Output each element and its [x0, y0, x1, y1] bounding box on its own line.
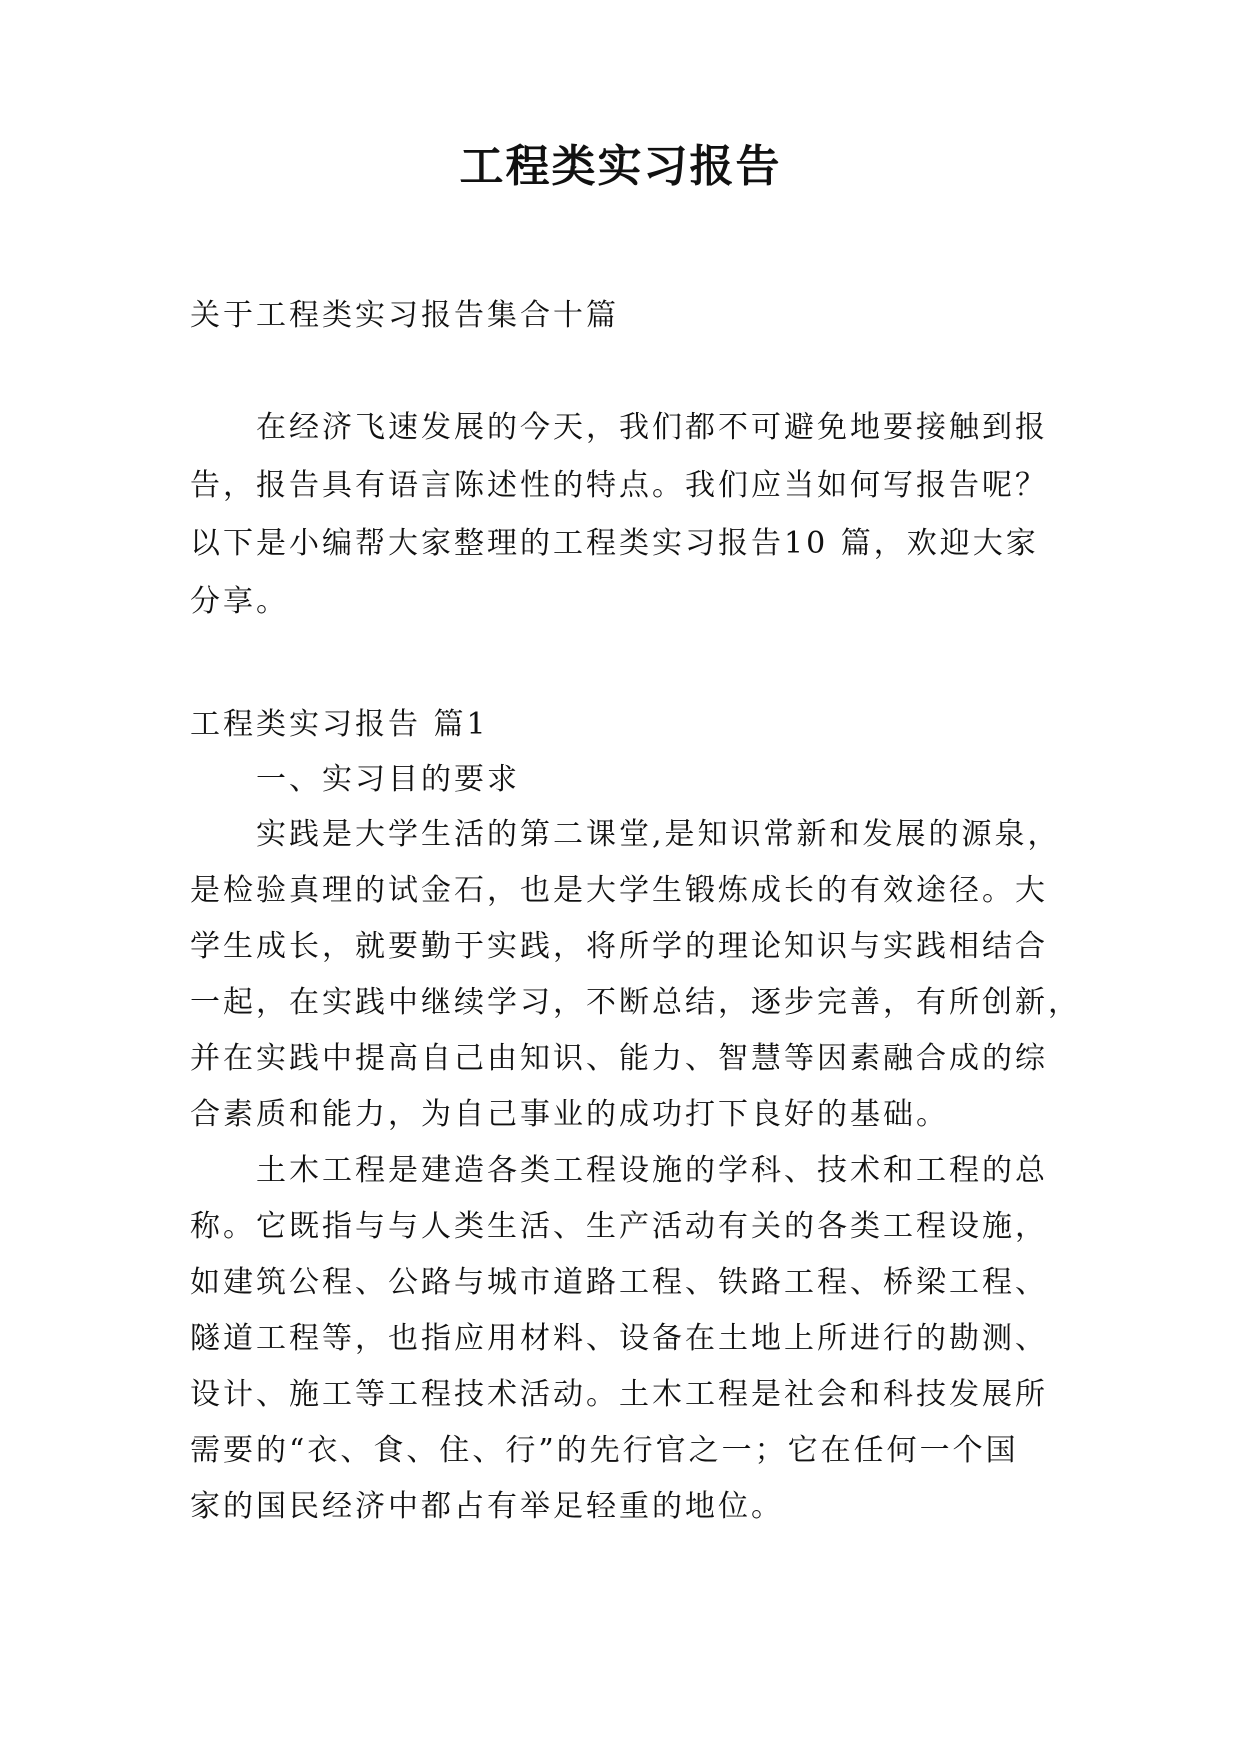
paragraph-line: 实践是大学生活的第二课堂,是知识常新和发展的源泉， — [256, 817, 1061, 852]
document-subtitle: 关于工程类实习报告集合十篇 — [190, 298, 619, 333]
paragraph-line: 如建筑公程、公路与城市道路工程、铁路工程、桥梁工程、 — [190, 1265, 1048, 1300]
intro-line: 在经济飞速发展的今天，我们都不可避免地要接触到报 — [256, 410, 1048, 445]
paragraph-line: 需要的“衣、食、住、行”的先行官之一；它在任何一个国 — [190, 1433, 1019, 1468]
paragraph-line: 并在实践中提高自己由知识、能力、智慧等因素融合成的综 — [190, 1041, 1048, 1076]
paragraph-line: 学生成长，就要勤于实践，将所学的理论知识与实践相结合 — [190, 929, 1048, 964]
paragraph-line: 隧道工程等，也指应用材料、设备在土地上所进行的勘测、 — [190, 1321, 1048, 1356]
paragraph-line: 家的国民经济中都占有举足轻重的地位。 — [190, 1489, 784, 1524]
sub-heading: 一、实习目的要求 — [256, 762, 520, 797]
page-title: 工程类实习报告 — [459, 141, 782, 192]
paragraph-line: 土木工程是建造各类工程设施的学科、技术和工程的总 — [256, 1153, 1048, 1188]
intro-line: 分享。 — [190, 584, 289, 619]
intro-line: 告，报告具有语言陈述性的特点。我们应当如何写报告呢？ — [190, 468, 1048, 503]
paragraph-line: 称。它既指与与人类生活、生产活动有关的各类工程设施， — [190, 1209, 1048, 1244]
section-heading: 工程类实习报告 篇1 — [190, 707, 489, 742]
paragraph-line: 是检验真理的试金石，也是大学生锻炼成长的有效途径。大 — [190, 873, 1048, 908]
paragraph-line: 合素质和能力，为自己事业的成功打下良好的基础。 — [190, 1097, 949, 1132]
paragraph-line: 设计、施工等工程技术活动。土木工程是社会和科技发展所 — [190, 1377, 1048, 1412]
paragraph-line: 一起，在实践中继续学习，不断总结，逐步完善，有所创新， — [190, 985, 1081, 1020]
intro-line: 以下是小编帮大家整理的工程类实习报告10 篇，欢迎大家 — [190, 526, 1039, 561]
